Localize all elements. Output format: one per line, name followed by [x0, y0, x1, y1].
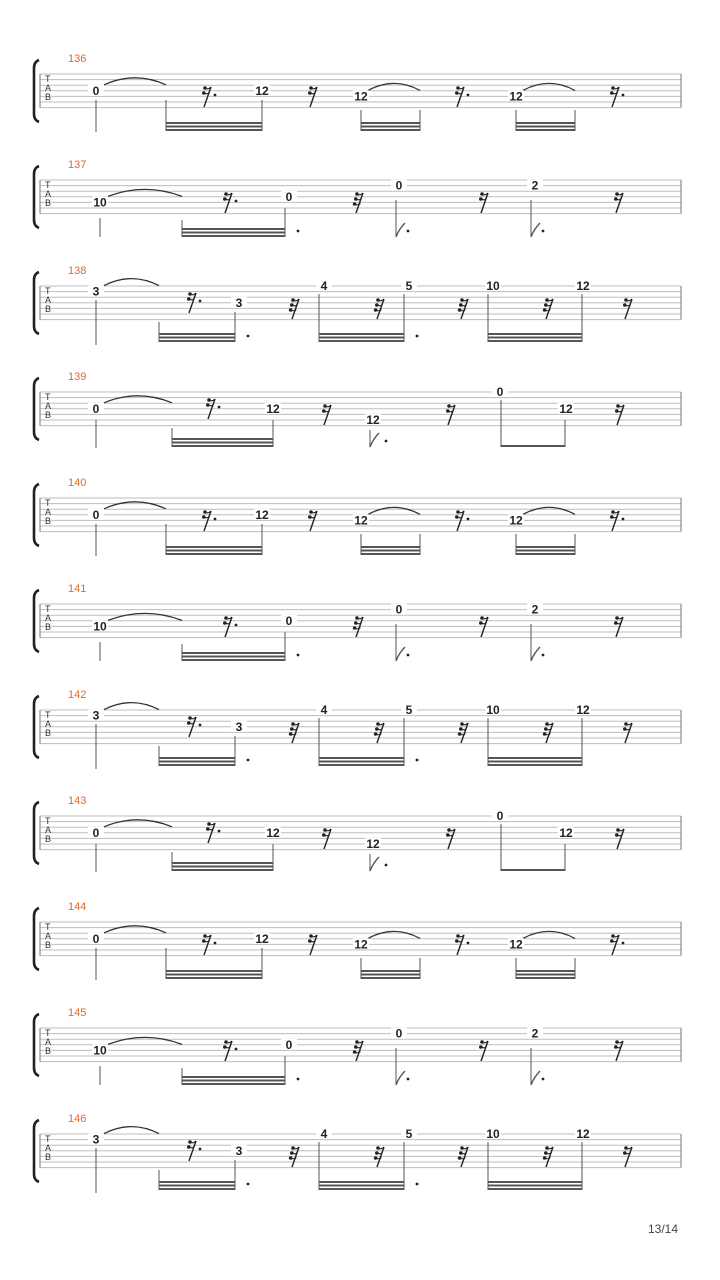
tab-system	[34, 689, 681, 769]
tab-clef-letter: A	[45, 931, 52, 941]
tab-system	[34, 371, 681, 448]
fret-number: 3	[235, 1143, 243, 1158]
tab-clef-letter: B	[45, 1152, 52, 1162]
tie-arc	[108, 189, 182, 196]
fret-number: 12	[366, 837, 380, 851]
tie-arc	[104, 396, 172, 403]
fret-number: 5	[405, 279, 413, 293]
tab-clef-letter: B	[45, 728, 52, 738]
system-bracket	[34, 802, 39, 864]
tab-clef-letter: T	[45, 286, 51, 296]
system-bracket	[34, 166, 39, 228]
note-flag	[370, 433, 379, 447]
measure-number: 144	[68, 901, 87, 913]
fret-number: 0	[285, 189, 293, 204]
fret-number: 10	[93, 195, 107, 210]
tab-clef-letter: B	[45, 516, 52, 526]
fret-number: 5	[405, 1127, 413, 1141]
tab-clef-letter: A	[45, 825, 52, 835]
note-flag	[396, 1071, 405, 1085]
system-bracket	[34, 378, 39, 440]
dot	[247, 335, 250, 338]
tie-arc	[108, 1037, 182, 1044]
tab-clef-letter: B	[45, 834, 52, 844]
tab-clef-letter: A	[45, 83, 52, 93]
tab-system	[34, 265, 681, 345]
tab-clef-letter: T	[45, 922, 51, 932]
fret-number: 0	[395, 602, 403, 617]
tab-clef-letter: B	[45, 92, 52, 102]
fret-number: 12	[255, 507, 269, 522]
measure-number: 142	[68, 689, 87, 701]
tab-clef-letter: B	[45, 1046, 52, 1056]
measure-number: 139	[68, 371, 87, 383]
tab-clef-letter: B	[45, 304, 52, 314]
fret-number: 3	[92, 708, 100, 723]
tab-clef-letter: A	[45, 401, 52, 411]
system-bracket	[34, 1120, 39, 1182]
system-bracket	[34, 696, 39, 758]
tie-arc	[368, 83, 420, 90]
dot	[247, 759, 250, 762]
note-flag	[531, 1071, 540, 1085]
tie-arc	[104, 926, 166, 933]
fret-number: 0	[92, 507, 100, 522]
fret-number: 4	[320, 703, 328, 717]
fret-number: 10	[486, 279, 500, 293]
measure-number: 143	[68, 795, 87, 807]
tab-clef-letter: T	[45, 816, 51, 826]
tab-clef-letter: T	[45, 498, 51, 508]
tie-arc	[104, 279, 159, 286]
dot	[542, 1078, 545, 1081]
measure-number: 146	[68, 1113, 87, 1125]
fret-number: 0	[92, 825, 100, 840]
dot	[407, 230, 410, 233]
tab-system	[34, 477, 681, 556]
tab-clef-letter: A	[45, 507, 52, 517]
fret-number: 12	[255, 931, 269, 946]
fret-number: 10	[486, 703, 500, 717]
fret-number: 0	[92, 83, 100, 98]
fret-number: 12	[576, 1127, 590, 1141]
measure-number: 138	[68, 265, 87, 277]
tab-clef-letter: A	[45, 189, 52, 199]
fret-number: 4	[320, 1127, 328, 1141]
fret-number: 10	[93, 1043, 107, 1058]
fret-number: 0	[285, 1037, 293, 1052]
tab-system	[34, 159, 681, 237]
tab-clef-letter: A	[45, 613, 52, 623]
page-number: 13/14	[647, 1222, 678, 1236]
tie-arc	[108, 613, 182, 620]
tie-arc	[104, 1127, 159, 1134]
tab-clef-letter: T	[45, 710, 51, 720]
tab-system	[34, 53, 681, 132]
dot	[407, 654, 410, 657]
system-bracket	[34, 1014, 39, 1076]
dot	[247, 1183, 250, 1186]
fret-number: 0	[395, 178, 403, 193]
fret-number: 12	[509, 937, 523, 952]
fret-number: 12	[366, 413, 380, 427]
tab-clef-letter: T	[45, 1028, 51, 1038]
tab-system	[34, 583, 681, 661]
fret-number: 0	[395, 1026, 403, 1041]
dot	[542, 654, 545, 657]
dot	[297, 230, 300, 233]
tab-system	[34, 1113, 681, 1193]
tie-arc	[523, 83, 575, 90]
note-flag	[370, 857, 379, 871]
dot	[297, 1078, 300, 1081]
system-bracket	[34, 908, 39, 970]
dot	[416, 1183, 419, 1186]
tie-arc	[104, 703, 159, 710]
fret-number: 12	[255, 83, 269, 98]
fret-number: 12	[576, 279, 590, 293]
dot	[385, 440, 388, 443]
tab-clef-letter: A	[45, 1143, 52, 1153]
tie-arc	[104, 78, 166, 85]
fret-number: 12	[559, 825, 573, 840]
note-flag	[396, 223, 405, 237]
fret-number: 10	[93, 619, 107, 634]
fret-number: 0	[496, 385, 504, 399]
dot	[416, 759, 419, 762]
tab-clef-letter: T	[45, 392, 51, 402]
tab-clef-letter: A	[45, 1037, 52, 1047]
system-bracket	[34, 60, 39, 122]
tab-system	[34, 901, 681, 980]
system-bracket	[34, 484, 39, 546]
fret-number: 12	[266, 401, 280, 416]
tie-arc	[104, 502, 166, 509]
fret-number: 2	[531, 178, 539, 193]
tab-clef-letter: B	[45, 410, 52, 420]
tab-clef-letter: T	[45, 604, 51, 614]
measure-number: 145	[68, 1007, 87, 1019]
note-flag	[531, 223, 540, 237]
dot	[385, 864, 388, 867]
fret-number: 10	[486, 1127, 500, 1141]
fret-number: 0	[92, 401, 100, 416]
fret-number: 12	[559, 401, 573, 416]
measure-number: 137	[68, 159, 87, 171]
measure-number: 140	[68, 477, 87, 489]
tab-clef-letter: A	[45, 295, 52, 305]
fret-number: 0	[285, 613, 293, 628]
fret-number: 12	[266, 825, 280, 840]
dot	[407, 1078, 410, 1081]
fret-number: 2	[531, 1026, 539, 1041]
fret-number: 12	[354, 89, 368, 104]
dot	[542, 230, 545, 233]
measure-number: 141	[68, 583, 87, 595]
fret-number: 12	[509, 89, 523, 104]
fret-number: 3	[235, 719, 243, 734]
fret-number: 12	[354, 513, 368, 528]
fret-number: 2	[531, 602, 539, 617]
fret-number: 0	[496, 809, 504, 823]
fret-number: 0	[92, 931, 100, 946]
fret-number: 12	[576, 703, 590, 717]
system-bracket	[34, 272, 39, 334]
tab-clef-letter: T	[45, 74, 51, 84]
dot	[416, 335, 419, 338]
tie-arc	[523, 507, 575, 514]
tab-clef-letter: T	[45, 1134, 51, 1144]
fret-number: 3	[92, 284, 100, 299]
fret-number: 5	[405, 703, 413, 717]
tab-clef-letter: B	[45, 198, 52, 208]
tab-clef-letter: T	[45, 180, 51, 190]
fret-number: 12	[509, 513, 523, 528]
tie-arc	[523, 931, 575, 938]
note-flag	[531, 647, 540, 661]
tie-arc	[104, 820, 172, 827]
system-bracket	[34, 590, 39, 652]
fret-number: 12	[354, 937, 368, 952]
tab-system	[34, 795, 681, 872]
fret-number: 3	[92, 1132, 100, 1147]
fret-number: 4	[320, 279, 328, 293]
dot	[297, 654, 300, 657]
tab-clef-letter: B	[45, 940, 52, 950]
tab-clef-letter: B	[45, 622, 52, 632]
tie-arc	[368, 507, 420, 514]
tab-clef-letter: A	[45, 719, 52, 729]
note-flag	[396, 647, 405, 661]
fret-number: 3	[235, 295, 243, 310]
tie-arc	[368, 931, 420, 938]
tab-system	[34, 1007, 681, 1085]
measure-number: 136	[68, 53, 87, 65]
